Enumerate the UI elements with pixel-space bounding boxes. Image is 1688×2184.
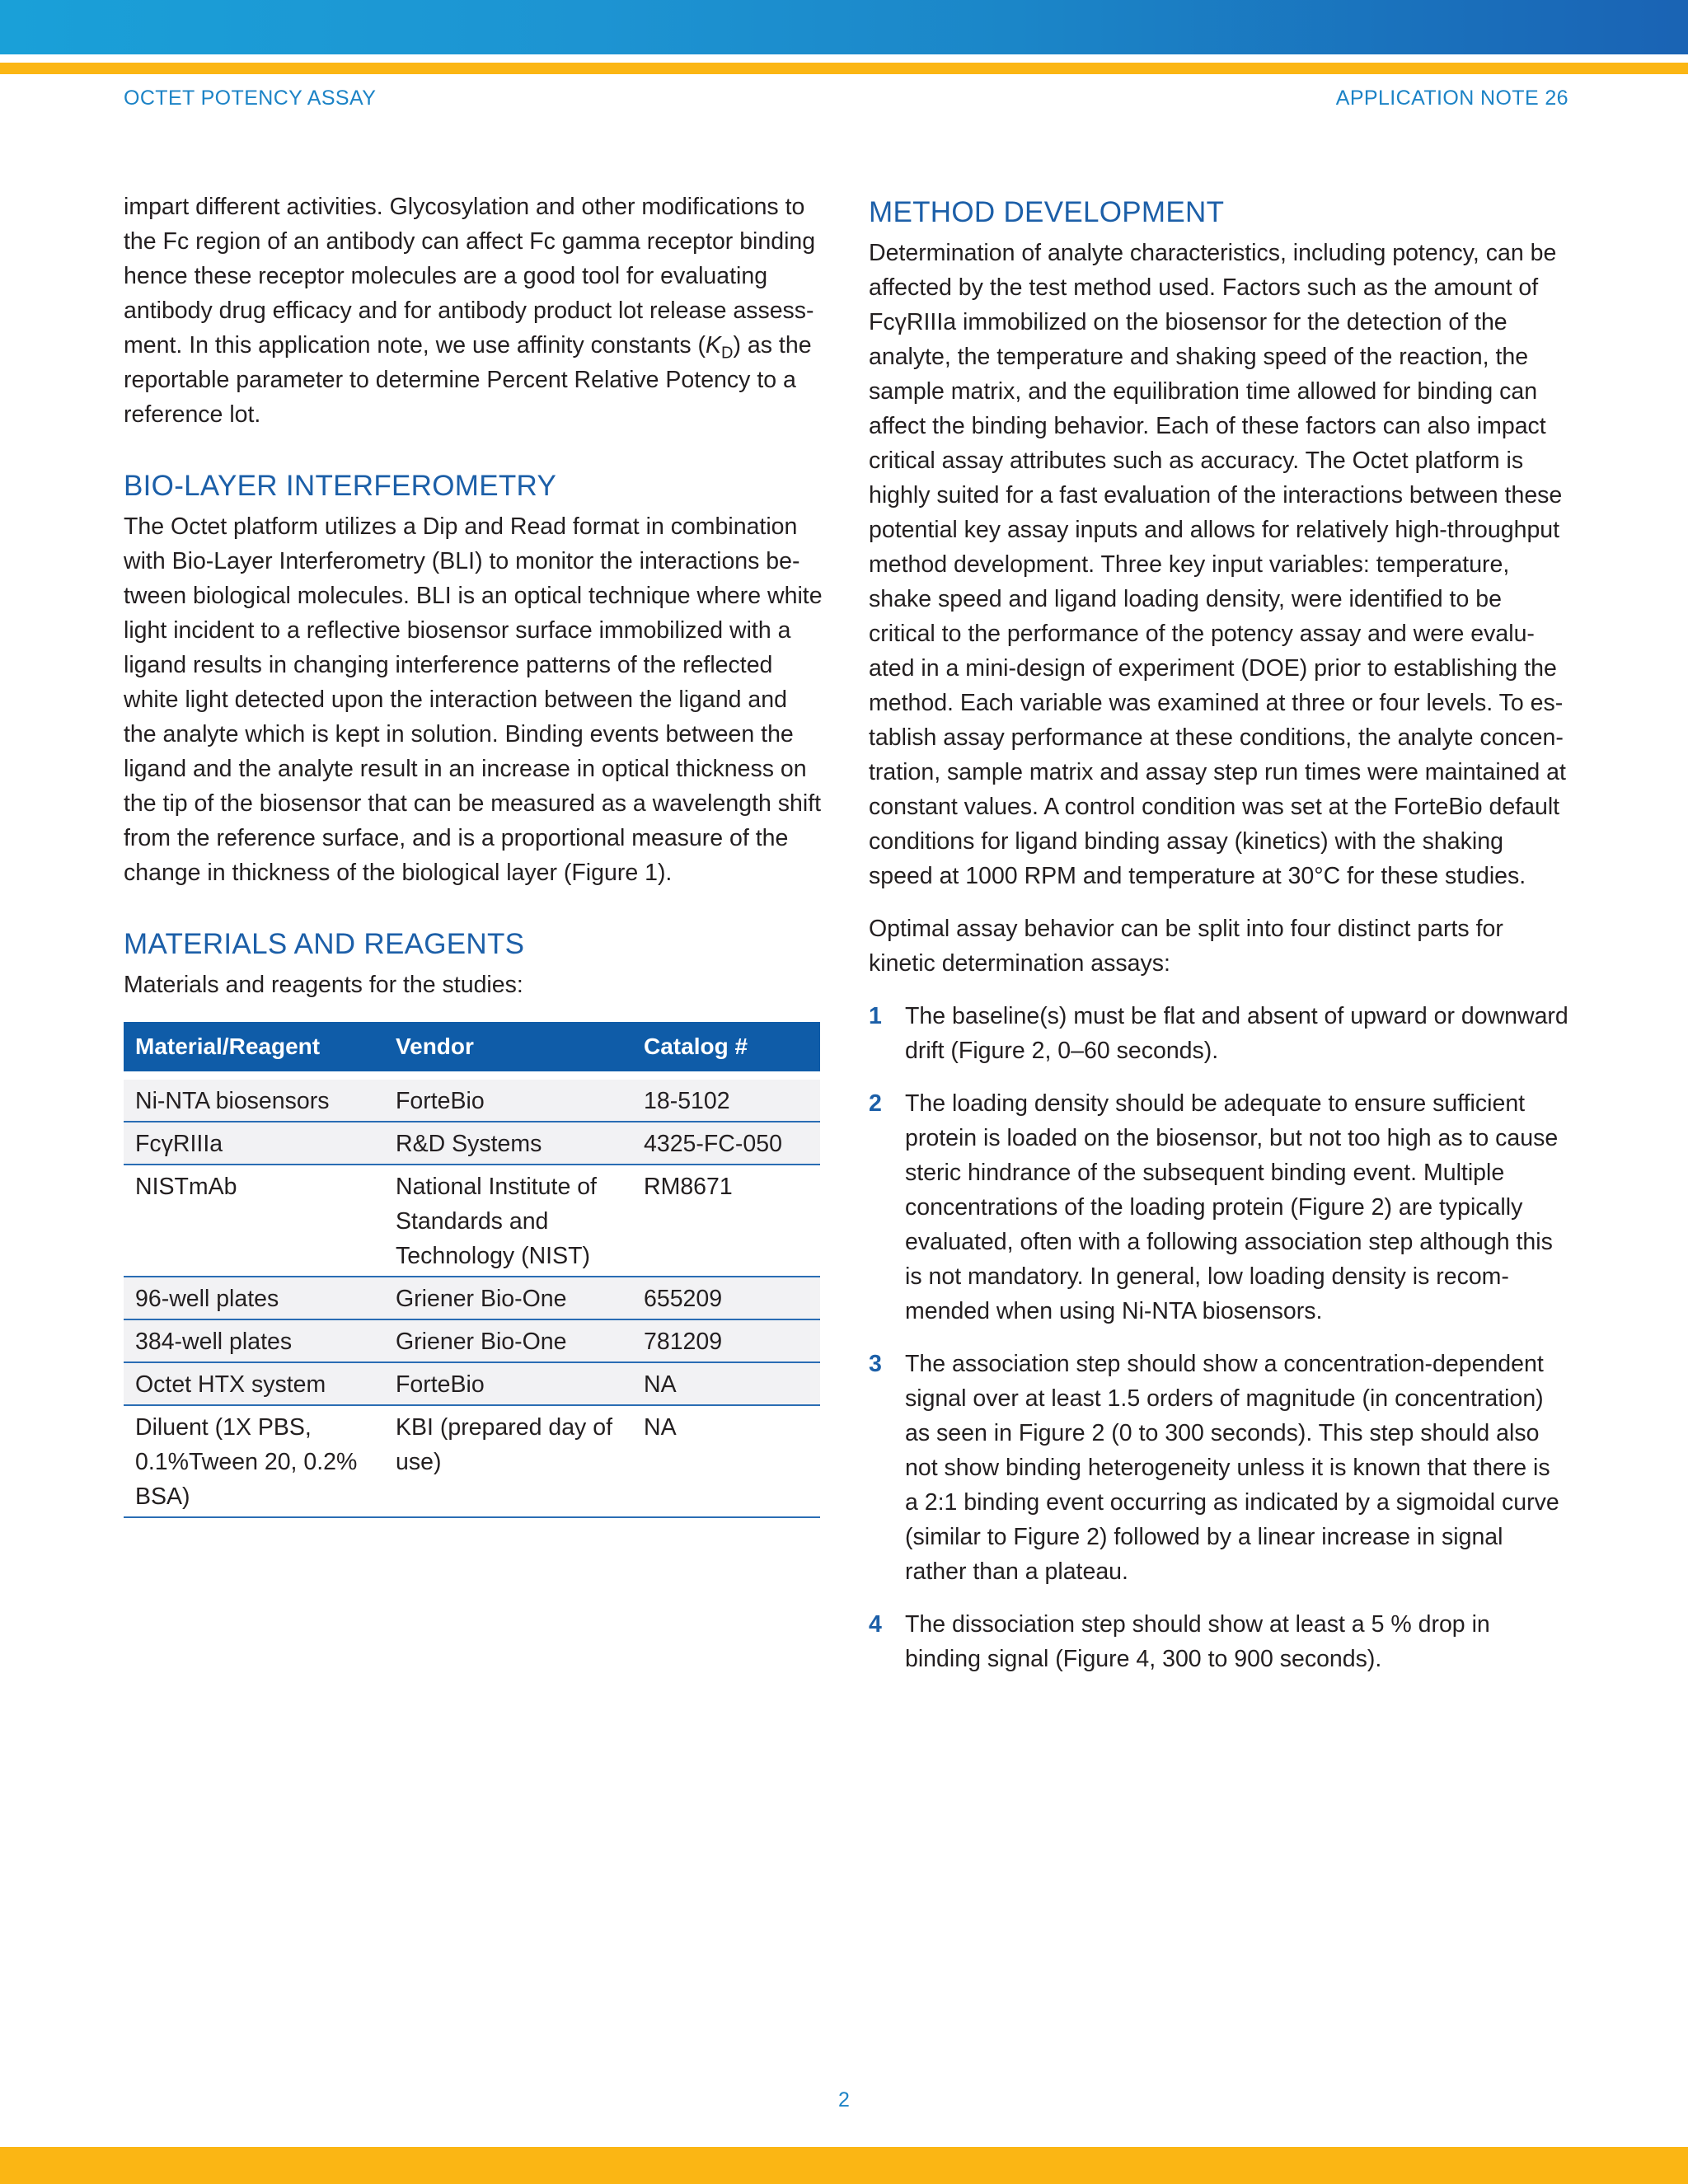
method-paragraph-2: Optimal assay behavior can be split into four distinct parts for kinetic determination assays: <box>869 916 1503 977</box>
table-cell: FcγRIIIa <box>124 1122 384 1165</box>
table-row <box>124 1362 820 1405</box>
step-number: 2 <box>869 1090 882 1117</box>
table-cell: 96-well plates <box>124 1277 384 1319</box>
table-cell: ForteBio <box>384 1362 632 1405</box>
bli-heading: BIO-LAYER INTERFEROMETRY <box>124 470 557 502</box>
table-cell: Diluent (1X PBS, 0.1%Tween 20, 0.2% BSA) <box>124 1405 384 1517</box>
table-cell: Ni-NTA biosensors <box>124 1076 384 1122</box>
method-paragraph-1: Determination of analyte characteristics, including potency, can be affected by the test method used. Factors such as the amount of FcγRIIIa immobilized on the biosensor for the detection of the analyte, the temperature and shaking speed of the reaction, the sample matrix, and the equilibration time allowed for binding can affect the binding behavior. Each of these factors can also impact critical assay attributes such as accuracy. The Octet platform is highly suited for a fast evaluation of the interactions between these potential key assay inputs and allows for relatively high-throughput method development. Three key input variables: temperature, shake speed and ligand loading density, were identified to be critical to the performance of the potency assay and were evalu-ated in a mini-design of experiment (DOE) prior to establishing the method. Each variable was examined at three or four levels. To es-tablish assay performance at these conditions, the analyte concen-tration, sample matrix and assay step run times were maintained at constant values. A control condition was set at the ForteBio default conditions for ligand binding assay (kinetics) with the shaking speed at 1000 RPM and temperature at 30°C for these studies. <box>869 240 1566 889</box>
table-cell: 781209 <box>632 1319 820 1362</box>
header-yellow-stripe <box>0 63 1688 74</box>
list-item <box>869 1086 1569 1329</box>
table-cell: Octet HTX system <box>124 1362 384 1405</box>
materials-table <box>124 1022 820 1518</box>
table-cell: NA <box>632 1405 820 1517</box>
table-cell: KBI (prepared day of use) <box>384 1405 632 1517</box>
table-cell: NA <box>632 1362 820 1405</box>
list-item <box>869 999 1569 1068</box>
running-head-note: APPLICATION NOTE 26 <box>1335 87 1568 110</box>
page-number: 2 <box>838 2088 850 2111</box>
running-head-title: OCTET POTENCY ASSAY <box>124 87 377 110</box>
table-cell: National Institute of Standards and Technology (NIST) <box>384 1165 632 1277</box>
step-number: 3 <box>869 1351 882 1377</box>
header-blue-bar <box>0 0 1688 54</box>
table-header-row <box>124 1022 820 1076</box>
right-column <box>869 190 1569 1694</box>
step-number: 1 <box>869 1003 882 1029</box>
table-cell: Griener Bio-One <box>384 1277 632 1319</box>
table-cell: NISTmAb <box>124 1165 384 1277</box>
step-text: The baseline(s) must be flat and absent of upward or downward drift (Figure 2, 0–60 seconds). <box>905 1003 1568 1064</box>
table-cell: RM8671 <box>632 1165 820 1277</box>
assay-steps-list <box>869 999 1569 1676</box>
table-row <box>124 1319 820 1362</box>
table-cell: 4325-FC-050 <box>632 1122 820 1165</box>
materials-intro: Materials and reagents for the studies: <box>124 972 523 998</box>
table-cell: 384-well plates <box>124 1319 384 1362</box>
table-row <box>124 1165 820 1277</box>
table-header-cell: Vendor <box>384 1022 632 1076</box>
list-item <box>869 1347 1569 1589</box>
table-row <box>124 1277 820 1319</box>
table-row <box>124 1076 820 1122</box>
table-cell: 655209 <box>632 1277 820 1319</box>
table-header-cell: Material/Reagent <box>124 1022 384 1076</box>
materials-heading: MATERIALS AND REAGENTS <box>124 928 525 960</box>
table-row <box>124 1122 820 1165</box>
table-cell: Griener Bio-One <box>384 1319 632 1362</box>
list-item <box>869 1607 1569 1676</box>
table-cell: 18-5102 <box>632 1076 820 1122</box>
left-column <box>124 190 824 1518</box>
table-cell: ForteBio <box>384 1076 632 1122</box>
table-header-cell: Catalog # <box>632 1022 820 1076</box>
bli-paragraph: The Octet platform utilizes a Dip and Read format in combination with Bio-Layer Interferometry (BLI) to monitor the interactions be-tween biological molecules. BLI is an optical technique where white light incident to a reflective biosensor surface immobilized with a ligand results in changing interference patterns of the reflected white light detected upon the interaction between the ligand and the analyte which is kept in solution. Binding events between the ligand and the analyte result in an increase in optical thickness on the tip of the biosensor that can be measured as a wavelength shift from the reference surface, and is a proportional measure of the change in thickness of the biological layer (Figure 1). <box>124 513 823 886</box>
step-text: The dissociation step should show at least a 5 % drop in binding signal (Figure 4, 300 to 900 seconds). <box>905 1611 1490 1672</box>
method-heading: METHOD DEVELOPMENT <box>869 196 1225 228</box>
table-row <box>124 1405 820 1517</box>
table-cell: R&D Systems <box>384 1122 632 1165</box>
footer-yellow-bar <box>0 2147 1688 2184</box>
step-text: The association step should show a concentration-dependent signal over at least 1.5 orders of magnitude (in concentration) as seen in Figure 2 (0 to 300 seconds). This step should also not show binding heterogeneity unless it is known that there is a 2:1 binding event occurring as indicated by a sigmoidal curve (similar to Figure 2) followed by a linear increase in signal rather than a plateau. <box>905 1351 1559 1585</box>
step-text: The loading density should be adequate to ensure sufficient protein is loaded on the biosensor, but not too high as to cause steric hindrance of the subsequent binding event. Multiple concentrations of the loading protein (Figure 2) are typically evaluated, often with a following association step although this is not mandatory. In general, low loading density is recom-mended when using Ni-NTA biosensors. <box>905 1090 1559 1324</box>
intro-paragraph: impart different activities. Glycosylation and other modifications to the Fc region of an antibody can affect Fc gamma receptor binding hence these receptor molecules are a good tool for evaluating antibody drug efficacy and for antibody product lot release assess-ment. In this application note, we use affinity constants $(K_D)$ as the reportable parameter to determine Percent Relative Potency to a reference lot. <box>124 194 816 428</box>
step-number: 4 <box>869 1611 882 1638</box>
